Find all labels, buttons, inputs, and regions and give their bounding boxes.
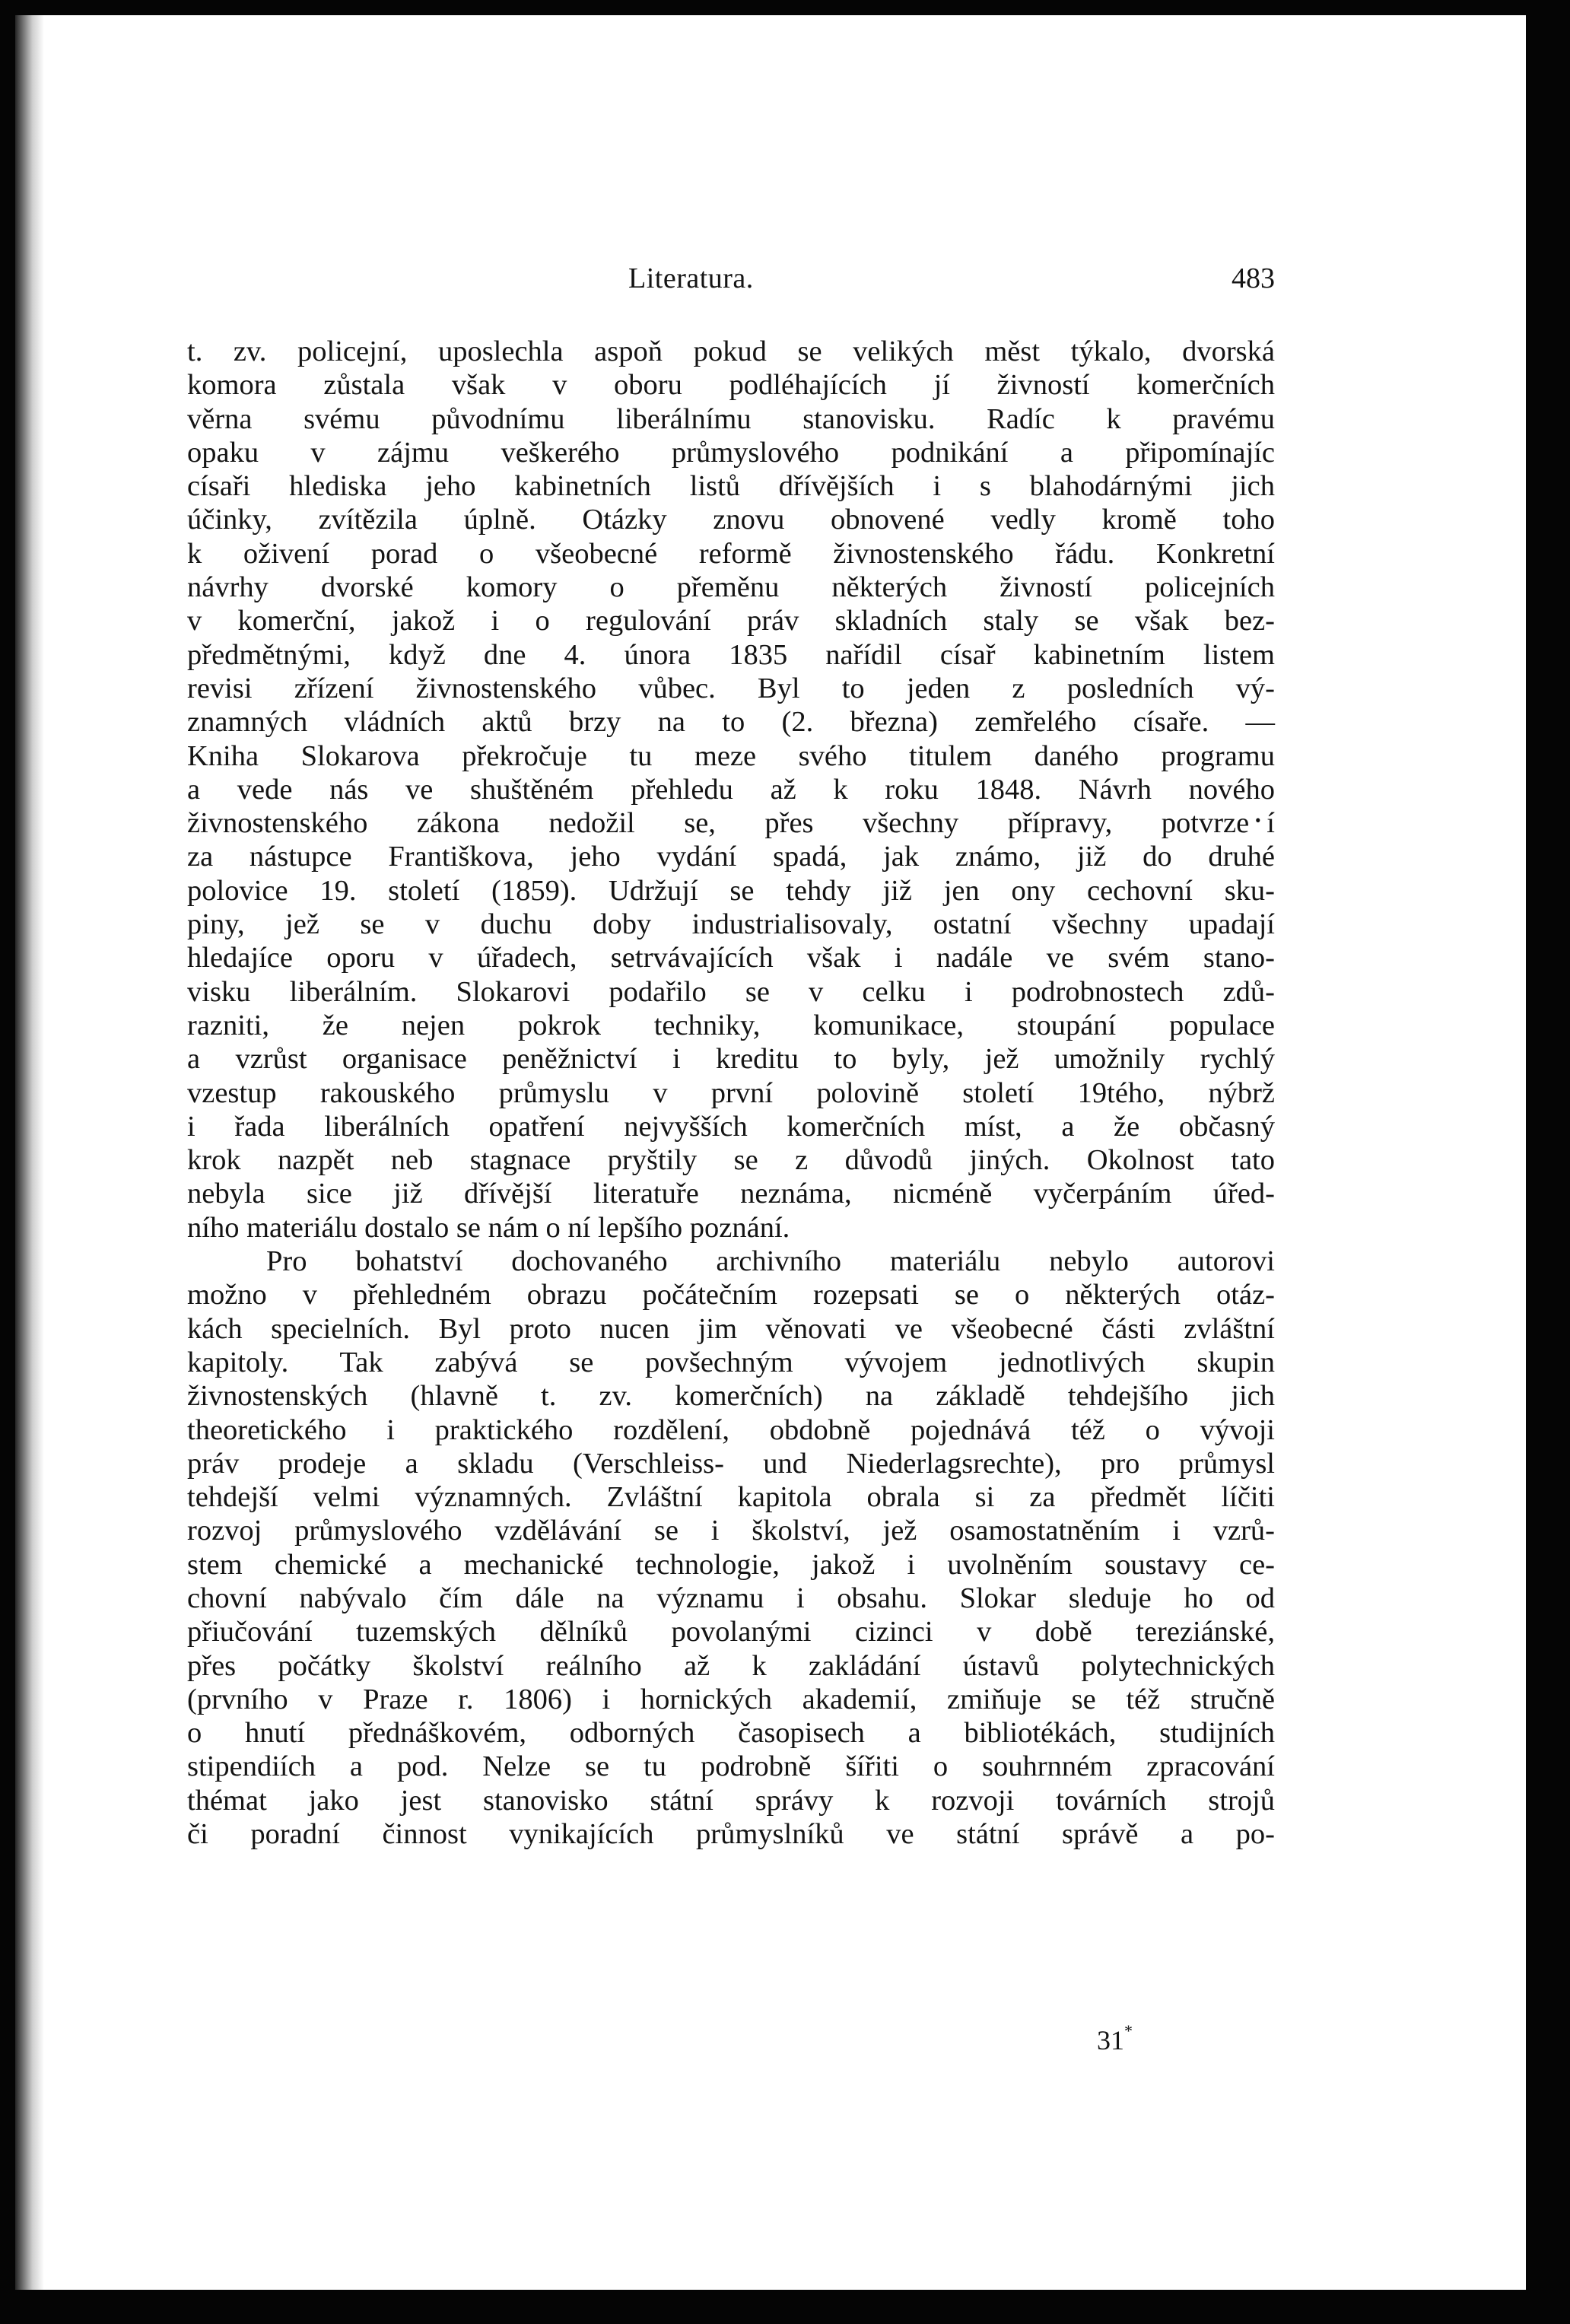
text-line: chovní nabývalo čím dále na významu i obsahu. Slokar sleduje ho od	[187, 1582, 1275, 1614]
text-line: visku liberálním. Slokarovi podařilo se v celku i podrobnostech zdů-	[187, 975, 1275, 1008]
running-title: Literatura.	[628, 262, 754, 294]
text-line: císaři hlediska jeho kabinetních listů dřívějších i s blahodárnými jich	[187, 470, 1275, 503]
text-line: o hnutí přednáškovém, odborných časopisech a bibliotékách, studijních	[187, 1717, 1275, 1750]
text-line: kapitoly. Tak zabývá se povšechným vývojem jednotlivých skupin	[187, 1346, 1275, 1378]
text-line: vzestup rakouského průmyslu v první polovině století 19tého, nýbrž	[187, 1076, 1275, 1109]
text-line: stipendiích a pod. Nelze se tu podrobně šířiti o souhrnném zpracování	[187, 1750, 1275, 1783]
text-line: revisi zřízení živnostenského vůbec. Byl to jeden z posledních vý-	[187, 672, 1275, 704]
text-line: nebyla sice již dřívější literatuře neznáma, nicméně vyčerpáním úřed-	[187, 1178, 1275, 1210]
text-line: v komerční, jakož i o regulování práv skladních staly se však bez-	[187, 605, 1275, 637]
text-line: znamných vládních aktů brzy na to (2. března) zemřelého císaře. —	[187, 706, 1275, 739]
text-line: rozvoj průmyslového vzdělávání se i školství, jež osamostatněním i vzrů-	[187, 1515, 1275, 1547]
text-line: krok nazpět neb stagnace pryštily se z důvodů jiných. Okolnost tato	[187, 1144, 1275, 1177]
text-line: ního materiálu dostalo se nám o ní lepšího poznání.	[187, 1211, 790, 1244]
signature-asterisk: *	[1124, 2021, 1133, 2040]
book-page	[15, 15, 1526, 2290]
text-line: živnostenských (hlavně t. zv. komerčních) na základě tehdejšího jich	[187, 1380, 1275, 1413]
text-line: kách specielních. Byl proto nucen jim věnovati ve všeobecné části zvláštní	[187, 1312, 1275, 1345]
text-line: návrhy dvorské komory o přeměnu některých živností policejních	[187, 571, 1275, 604]
printer-signature-mark	[1097, 2021, 1133, 2056]
text-line: tehdejší velmi významných. Zvláštní kapitola obrala si za předmět líčiti	[187, 1481, 1275, 1514]
text-line: a vzrůst organisace peněžnictví i kreditu to byly, jež umožnily rychlý	[187, 1043, 1275, 1076]
text-line: razniti, že nejen pokrok techniky, komunikace, stoupání populace	[187, 1009, 1275, 1041]
text-line: theoretického i praktického rozdělení, obdobně pojednává též o vývoji	[187, 1413, 1275, 1446]
text-line: komora zůstala však v oboru podléhajících jí živností komerčních	[187, 369, 1275, 402]
text-line: polovice 19. století (1859). Udržují se tehdy již jen ony cechovní sku-	[187, 874, 1275, 907]
text-line: t. zv. policejní, uposlechla aspoň pokud se velikých měst týkalo, dvorská	[187, 335, 1275, 367]
page-header	[187, 262, 1275, 307]
text-line: či poradní činnost vynikajících průmyslníků ve státní správě a po-	[187, 1818, 1275, 1851]
text-line: přiučování tuzemských dělníků povolanými cizinci v době tereziánské,	[187, 1616, 1275, 1648]
text-line: stem chemické a mechanické technologie, jakož i uvolněním soustavy ce-	[187, 1548, 1275, 1581]
text-line: věrna svému původnímu liberálnímu stanovisku. Radíc k pravému	[187, 402, 1275, 435]
text-line: přes počátky školství reálního až k zakládání ústavů polytechnických	[187, 1649, 1275, 1682]
text-line: práv prodeje a skladu (Verschleiss- und Niederlagsrechte), pro průmysl	[187, 1447, 1275, 1480]
text-line: piny, jež se v duchu doby industrialisovaly, ostatní všechny upadají	[187, 908, 1275, 941]
page-number: 483	[1232, 262, 1275, 294]
text-line: a vede nás ve shuštěném přehledu až k roku 1848. Návrh nového	[187, 773, 1275, 806]
text-line: k oživení porad o všeobecné reformě živnostenského řádu. Konkretní	[187, 537, 1275, 570]
text-line: živnostenského zákona nedožil se, přes všechny přípravy, potvrze᛫í	[187, 807, 1275, 840]
text-line: Kniha Slokarova překročuje tu meze svého titulem daného programu	[187, 739, 1275, 772]
text-line: předmětnými, když dne 4. února 1835 nařídil císař kabinetním listem	[187, 638, 1275, 671]
page-gutter-shadow	[15, 15, 44, 2290]
text-line: za nástupce Františkova, jeho vydání spadá, jak známo, již do druhé	[187, 841, 1275, 873]
text-line: hledajíce oporu v úřadech, setrvávajících však i nadále ve svém stano-	[187, 942, 1275, 974]
text-line: (prvního v Praze r. 1806) i hornických akademií, zmiňuje se též stručně	[187, 1683, 1275, 1715]
body-text	[187, 335, 1275, 1851]
signature-number: 31	[1097, 2025, 1124, 2055]
text-line: účinky, zvítězila úplně. Otázky znovu obnovené vedly kromě toho	[187, 504, 1275, 536]
text-line: Pro bohatství dochovaného archivního materiálu nebylo autorovi	[266, 1245, 1275, 1278]
text-line: opaku v zájmu veškerého průmyslového podnikání a připomínajíc	[187, 436, 1275, 469]
text-line: thémat jako jest stanovisko státní správy k rozvoji továrních strojů	[187, 1784, 1275, 1817]
text-line: i řada liberálních opatření nejvyšších komerčních míst, a že občasný	[187, 1110, 1275, 1143]
text-line: možno v přehledném obrazu počátečním rozepsati se o některých otáz-	[187, 1279, 1275, 1311]
